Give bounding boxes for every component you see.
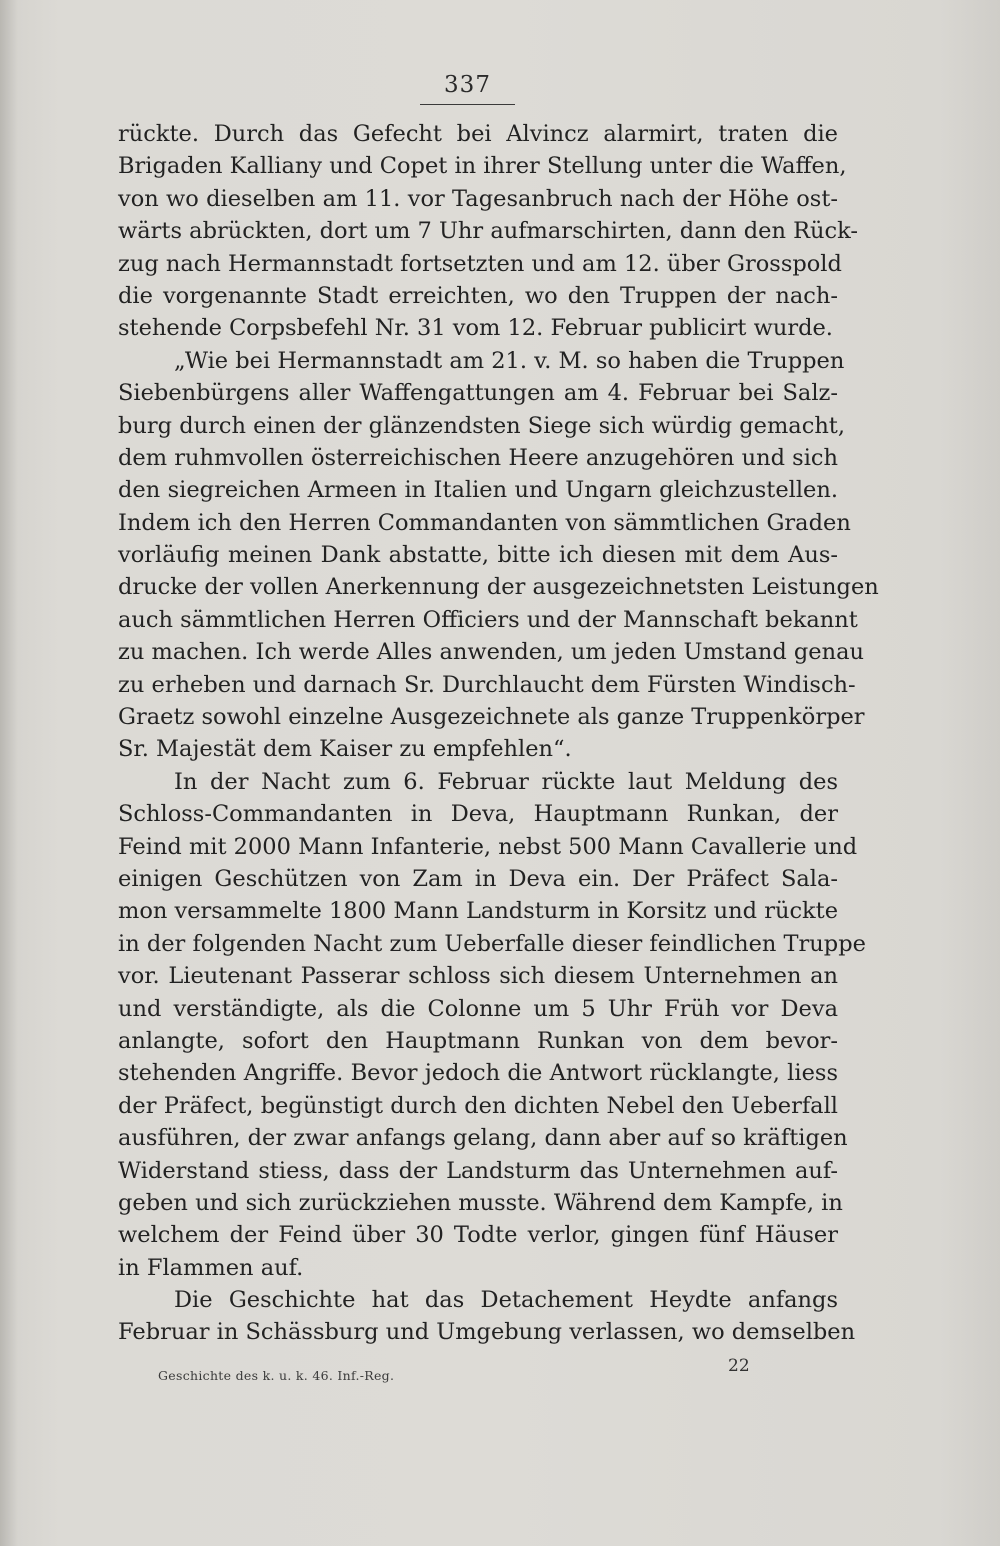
text-line: vor. Lieutenant Passerar schloss sich diesem Unternehmen an (118, 963, 838, 990)
text-line: Feind mit 2000 Mann Infanterie, nebst 500 Mann Cavallerie und (118, 833, 858, 860)
text-line: Indem ich den Herren Commandanten von sämmtlichen Graden (118, 509, 851, 536)
text-line: einigen Geschützen von Zam in Deva ein. Der Präfect Sala- (118, 865, 838, 892)
text-line: rückte. Durch das Gefecht bei Alvincz alarmirt, traten die (118, 121, 838, 147)
text-line: geben und sich zurückziehen musste. Während dem Kampfe, in (118, 1189, 843, 1216)
text-line: dem ruhmvollen österreichischen Heere anzugehören und sich (118, 444, 838, 471)
text-line: „Wie bei Hermannstadt am 21. v. M. so haben die Truppen (174, 347, 845, 374)
text-line: auch sämmtlichen Herren Officiers und der Mannschaft bekannt (118, 606, 858, 633)
text-line: mon versammelte 1800 Mann Landsturm in Korsitz und rückte (118, 898, 839, 925)
text-line: drucke der vollen Anerkennung der ausgezeichnetsten Leistungen (118, 574, 879, 601)
text-line: in der folgenden Nacht zum Ueberfalle dieser feindlichen Truppe (118, 930, 866, 957)
body-text (118, 118, 879, 1349)
text-line: die vorgenannte Stadt erreichten, wo den Truppen der nach- (118, 282, 838, 309)
text-line: in Flammen auf. (118, 1254, 304, 1281)
text-line: welchem der Feind über 30 Todte verlor, gingen fünf Häuser (118, 1222, 838, 1249)
text-line: Graetz sowohl einzelne Ausgezeichnete als ganze Truppenkörper (118, 704, 865, 731)
text-line: Schloss-Commandanten in Deva, Hauptmann Runkan, der (118, 801, 838, 828)
text-line: zug nach Hermannstadt fortsetzten und am 12. über Grosspold (118, 250, 842, 277)
text-line: In der Nacht zum 6. Februar rückte laut Meldung des (174, 768, 838, 795)
page-number: 337 (420, 72, 515, 105)
text-line: den siegreichen Armeen in Italien und Ungarn gleichzustellen. (118, 477, 838, 504)
text-line: Sr. Majestät dem Kaiser zu empfehlen“. (118, 736, 572, 763)
sheet-signature: 22 (728, 1356, 750, 1376)
text-line: Die Geschichte hat das Detachement Heydte anfangs (174, 1287, 838, 1314)
text-line: von wo dieselben am 11. vor Tagesanbruch nach der Höhe ost- (118, 185, 838, 212)
text-line: stehende Corpsbefehl Nr. 31 vom 12. Februar publicirt wurde. (118, 315, 833, 342)
text-line: und verständigte, als die Colonne um 5 Uhr Früh vor Deva (118, 995, 838, 1022)
text-line: Februar in Schässburg und Umgebung verlassen, wo demselben (118, 1319, 856, 1346)
text-line: burg durch einen der glänzendsten Siege sich würdig gemacht, (118, 412, 845, 439)
text-line: Brigaden Kalliany und Copet in ihrer Stellung unter die Waffen, (118, 153, 847, 180)
text-line: wärts abrückten, dort um 7 Uhr aufmarschirten, dann den Rück- (118, 218, 858, 245)
text-line: zu erheben und darnach Sr. Durchlaucht dem Fürsten Windisch- (118, 671, 856, 698)
text-line: Siebenbürgens aller Waffengattungen am 4. Februar bei Salz- (118, 380, 838, 407)
text-line: vorläufig meinen Dank abstatte, bitte ich diesen mit dem Aus- (118, 542, 838, 569)
text-line: stehenden Angriffe. Bevor jedoch die Antwort rücklangte, liess (118, 1060, 838, 1087)
text-line: anlangte, sofort den Hauptmann Runkan von dem bevor- (118, 1027, 838, 1054)
footer-source: Geschichte des k. u. k. 46. Inf.-Reg. (158, 1368, 395, 1383)
text-line: der Präfect, begünstigt durch den dichten Nebel den Ueberfall (118, 1092, 838, 1119)
text-line: Widerstand stiess, dass der Landsturm das Unternehmen auf- (118, 1157, 838, 1184)
text-line: zu machen. Ich werde Alles anwenden, um jeden Umstand genau (118, 639, 865, 666)
text-line: ausführen, der zwar anfangs gelang, dann aber auf so kräftigen (118, 1125, 848, 1152)
